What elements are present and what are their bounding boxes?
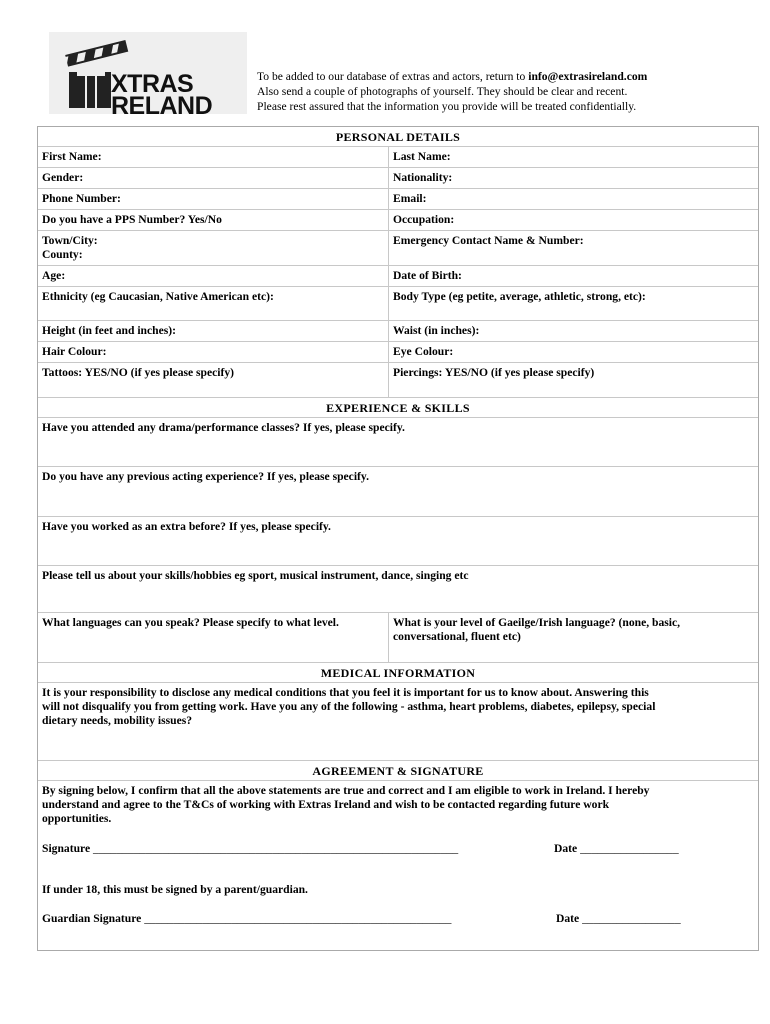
form-row bbox=[38, 418, 758, 467]
section-heading: PERSONAL DETAILS bbox=[335, 130, 461, 144]
intro-line-3: Please rest assured that the information you provide will be treated confidentially. bbox=[257, 100, 637, 113]
eye-colour-field[interactable]: Eye Colour: bbox=[393, 345, 454, 358]
date-line[interactable] bbox=[554, 842, 679, 855]
agreement-line-2: understand and agree to the T&Cs of working with Extras Ireland and wish to be contacted regarding future work bbox=[42, 798, 610, 811]
guardian-signature-label: Guardian Signature bbox=[42, 912, 142, 925]
form-row bbox=[38, 168, 758, 189]
form-row bbox=[38, 467, 758, 517]
emergency-contact-field[interactable]: Emergency Contact Name & Number: bbox=[393, 234, 584, 247]
section-heading: EXPERIENCE & SKILLS bbox=[326, 401, 470, 415]
pps-field[interactable]: Do you have a PPS Number? Yes/No bbox=[38, 210, 389, 230]
agreement-line-3: opportunities. bbox=[42, 812, 112, 825]
date-blank: _________________ bbox=[580, 842, 679, 855]
form-row bbox=[38, 342, 758, 363]
section-heading: AGREEMENT & SIGNATURE bbox=[312, 764, 484, 778]
age-field[interactable]: Age: bbox=[38, 266, 389, 286]
irish-level-line-1: What is your level of Gaeilge/Irish language? (none, basic, bbox=[393, 616, 681, 629]
intro-line-2: Also send a couple of photographs of yourself. They should be clear and recent. bbox=[257, 85, 628, 98]
signature-blank: _______________________________________________________________ bbox=[93, 842, 459, 855]
languages-field[interactable]: What languages can you speak? Please specify to what level. bbox=[38, 613, 389, 662]
tattoos-field[interactable]: Tattoos: YES/NO (if yes please specify) bbox=[38, 363, 389, 397]
intro-line-1: To be added to our database of extras and actors, return to bbox=[257, 70, 529, 83]
piercings-field[interactable]: Piercings: YES/NO (if yes please specify) bbox=[393, 366, 595, 379]
guardian-date-blank: _________________ bbox=[582, 912, 681, 925]
body-type-field[interactable]: Body Type (eg petite, average, athletic, strong, etc): bbox=[393, 290, 646, 303]
ethnicity-field[interactable]: Ethnicity (eg Caucasian, Native American etc): bbox=[38, 287, 389, 320]
signature-label: Signature bbox=[42, 842, 91, 855]
extras-ireland-logo bbox=[49, 32, 247, 120]
form-row bbox=[38, 566, 758, 613]
form-row bbox=[38, 363, 758, 398]
section-agreement bbox=[38, 761, 758, 781]
agreement-line-1: By signing below, I confirm that all the above statements are true and correct and I am eligible to work in Ireland. I hereby bbox=[42, 784, 650, 797]
medical-line-2: will not disqualify you from getting work. Have you any of the following - asthma, heart problems, diabetes, epilepsy, special bbox=[42, 700, 656, 713]
form-row bbox=[38, 321, 758, 342]
gender-field[interactable]: Gender: bbox=[38, 168, 389, 188]
height-field[interactable]: Height (in feet and inches): bbox=[38, 321, 389, 341]
section-experience bbox=[38, 398, 758, 418]
date-label: Date bbox=[554, 842, 578, 855]
form-row bbox=[38, 613, 758, 663]
agreement-text bbox=[38, 781, 758, 826]
logo-word-1: XTRAS bbox=[111, 70, 194, 98]
hair-colour-field[interactable]: Hair Colour: bbox=[38, 342, 389, 362]
agreement-block bbox=[38, 781, 758, 951]
form-row bbox=[38, 266, 758, 287]
town-county-field[interactable] bbox=[38, 231, 389, 265]
dob-field[interactable]: Date of Birth: bbox=[393, 269, 462, 282]
form-row bbox=[38, 231, 758, 266]
guardian-date-line[interactable] bbox=[556, 912, 681, 925]
form-row bbox=[38, 189, 758, 210]
drama-classes-field[interactable]: Have you attended any drama/performance classes? If yes, please specify. bbox=[42, 421, 405, 434]
form-row bbox=[38, 147, 758, 168]
acting-experience-field[interactable]: Do you have any previous acting experience? If yes, please specify. bbox=[42, 470, 369, 483]
medical-line-1: It is your responsibility to disclose any medical conditions that you feel it is important for us to know about. Answering this bbox=[42, 686, 649, 699]
medical-conditions-field[interactable] bbox=[38, 683, 758, 760]
under-18-note: If under 18, this must be signed by a parent/guardian. bbox=[42, 883, 308, 896]
waist-field[interactable]: Waist (in inches): bbox=[393, 324, 480, 337]
medical-line-3: dietary needs, mobility issues? bbox=[42, 714, 193, 727]
signature-line[interactable] bbox=[42, 842, 458, 855]
section-heading: MEDICAL INFORMATION bbox=[320, 666, 476, 680]
occupation-field[interactable]: Occupation: bbox=[393, 213, 455, 226]
guardian-signature-blank: _____________________________________________________ bbox=[144, 912, 452, 925]
last-name-field[interactable]: Last Name: bbox=[393, 150, 451, 163]
section-medical bbox=[38, 663, 758, 683]
nationality-field[interactable]: Nationality: bbox=[393, 171, 453, 184]
first-name-field[interactable]: First Name: bbox=[38, 147, 389, 167]
form-row bbox=[38, 287, 758, 321]
section-personal-details bbox=[38, 127, 758, 147]
form-row bbox=[38, 517, 758, 566]
form-row bbox=[38, 683, 758, 761]
county-label: County: bbox=[42, 248, 83, 261]
contact-email[interactable]: info@extrasireland.com bbox=[528, 70, 648, 83]
intro-text bbox=[257, 69, 647, 114]
application-form bbox=[37, 126, 759, 951]
extra-experience-field[interactable]: Have you worked as an extra before? If yes, please specify. bbox=[42, 520, 331, 533]
phone-field[interactable]: Phone Number: bbox=[38, 189, 389, 209]
logo-word-2: RELAND bbox=[111, 92, 213, 120]
guardian-signature-line[interactable] bbox=[42, 912, 451, 925]
irish-level-field[interactable] bbox=[389, 613, 758, 662]
irish-level-line-2: conversational, fluent etc) bbox=[393, 630, 521, 643]
form-row bbox=[38, 210, 758, 231]
skills-hobbies-field[interactable]: Please tell us about your skills/hobbies eg sport, musical instrument, dance, singing etc bbox=[42, 569, 469, 582]
town-label: Town/City: bbox=[42, 234, 98, 247]
guardian-date-label: Date bbox=[556, 912, 580, 925]
email-field[interactable]: Email: bbox=[393, 192, 427, 205]
